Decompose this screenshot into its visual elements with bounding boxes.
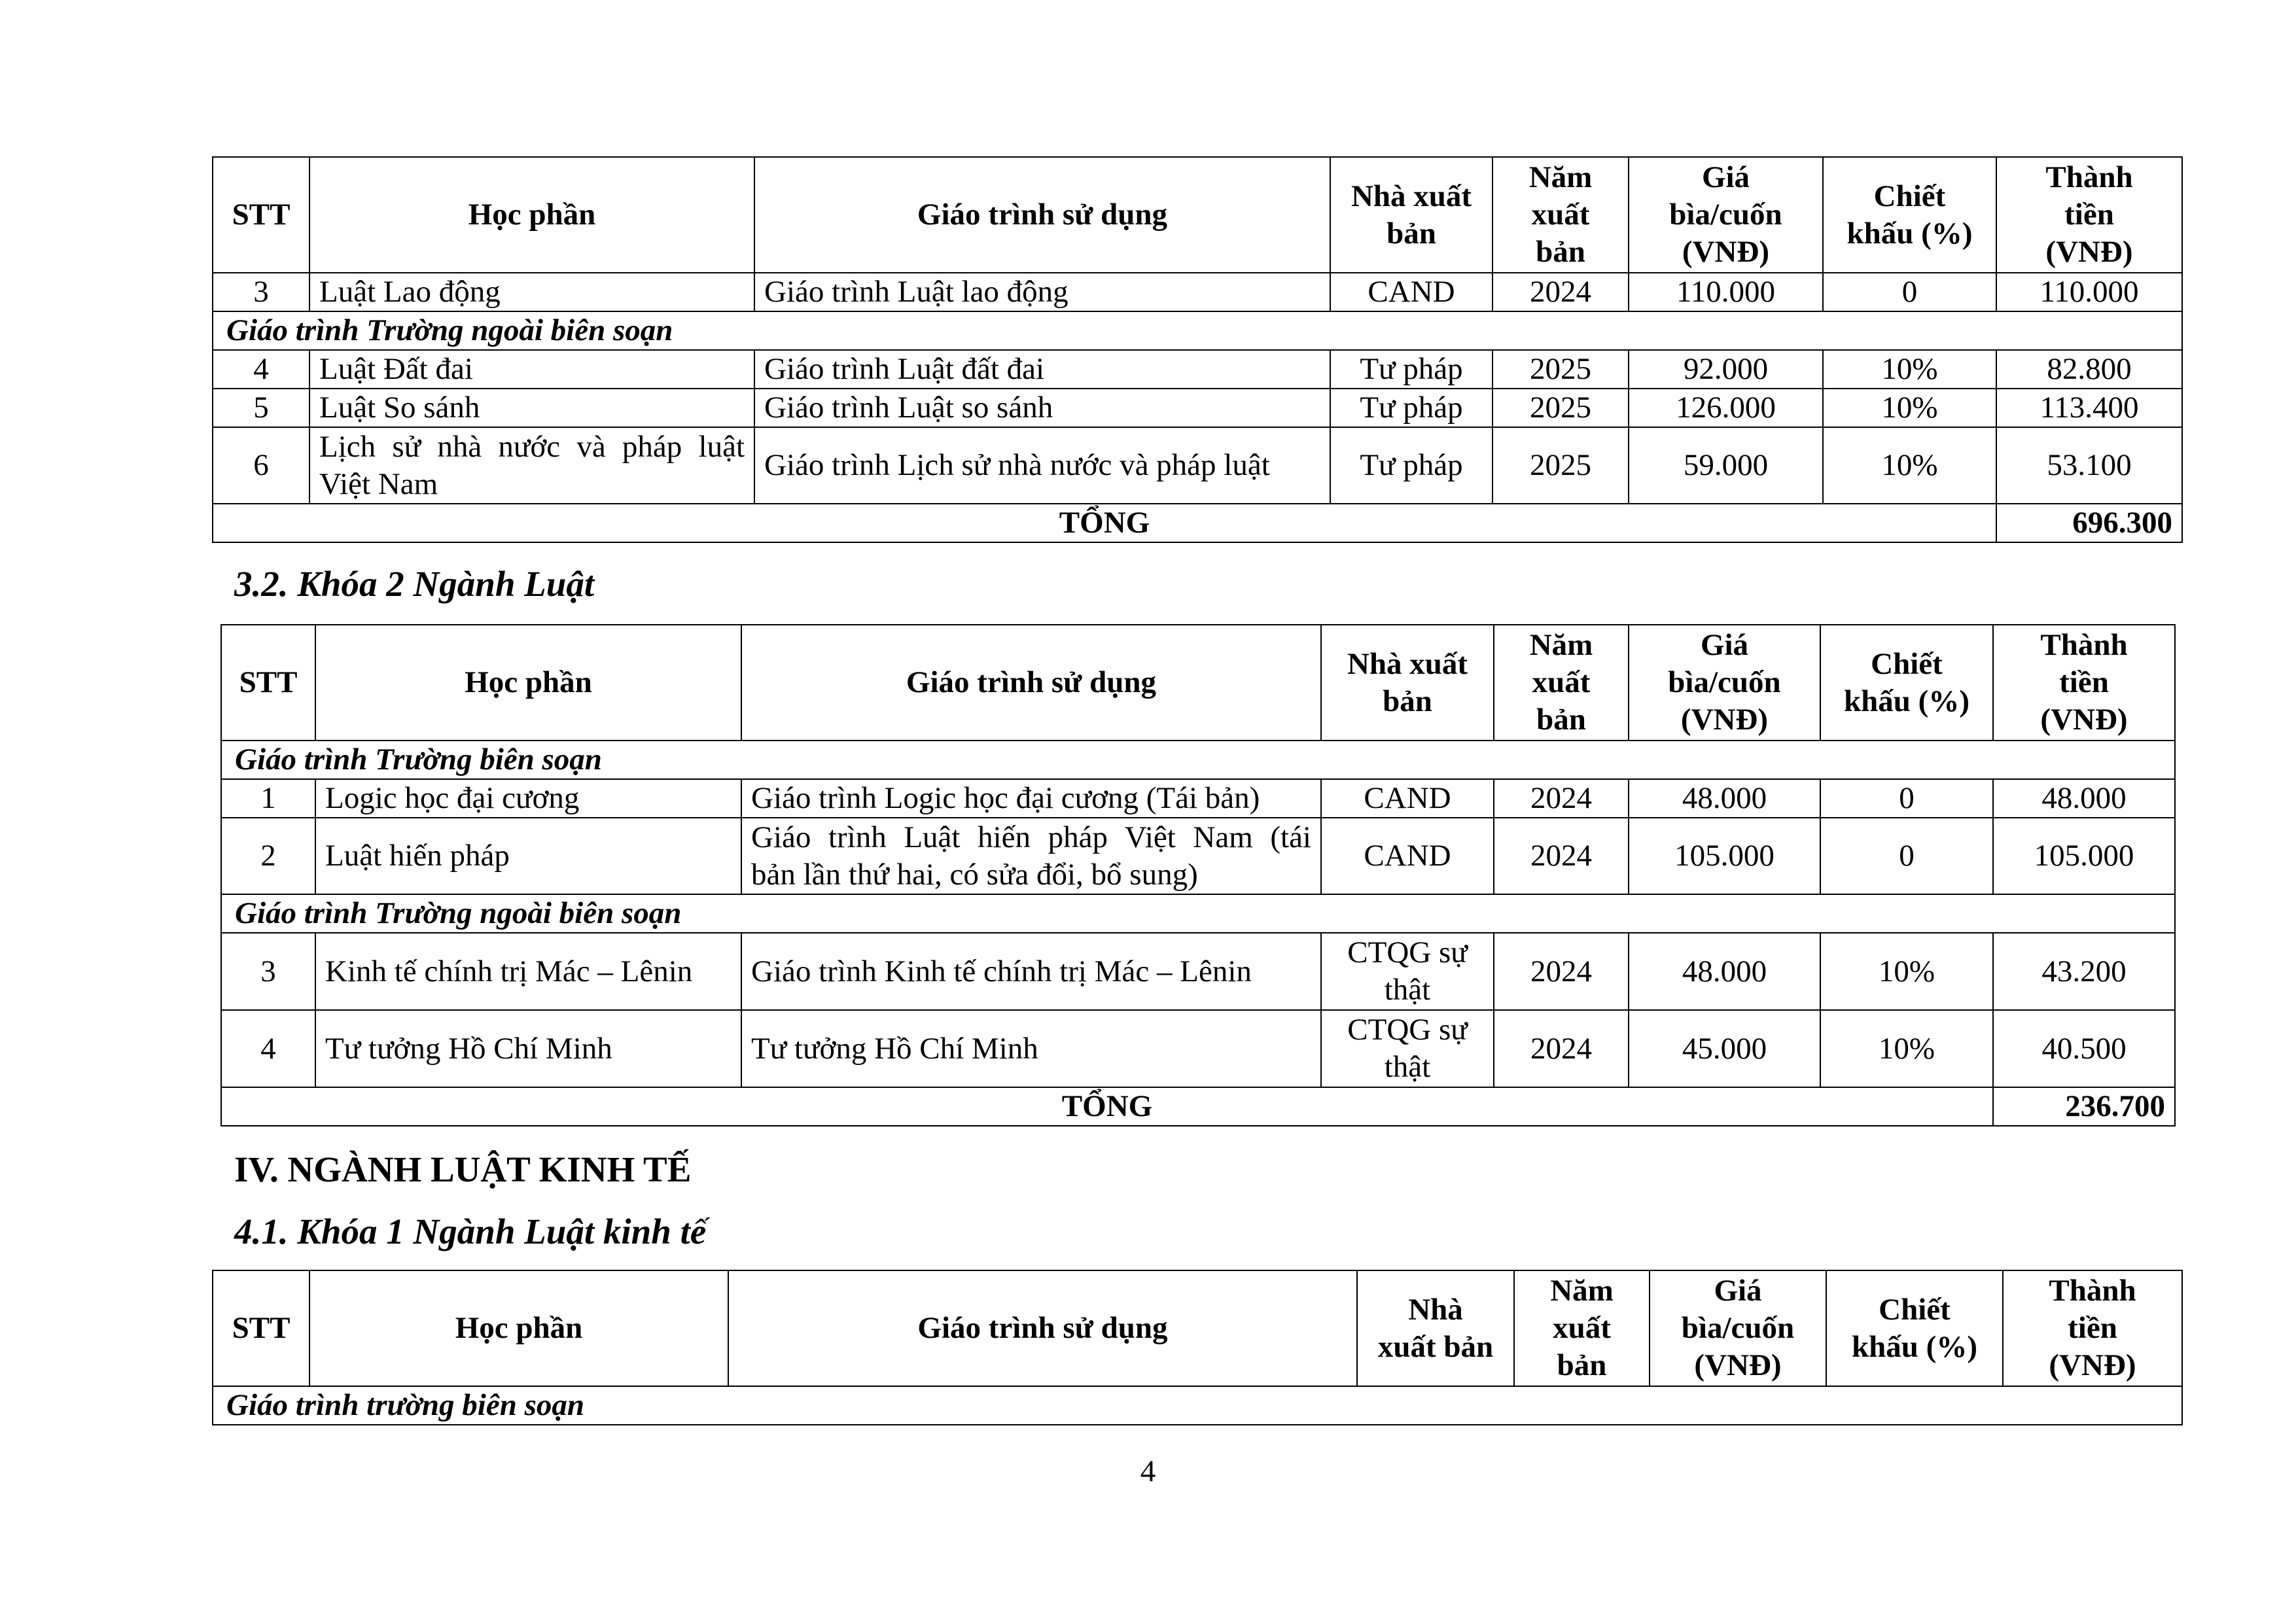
textbook-table-continued [212,156,2183,543]
cell-chiet-khau: 10% [1823,427,1996,504]
table-header-row [213,157,2182,273]
col-header-gia: Giá bìa/cuốn (VNĐ) [1650,1270,1826,1386]
cell-giao-trinh: Giáo trình Lịch sử nhà nước và pháp luật [754,427,1330,504]
cell-thanh-tien: 82.800 [1996,350,2182,389]
total-label: TỔNG [221,1087,1993,1126]
col-header-hoc-phan: Học phần [309,1270,728,1386]
cell-giao-trinh: Giáo trình Luật hiến pháp Việt Nam (tái bản lần thứ hai, có sửa đổi, bổ sung) [741,818,1321,894]
table-row [213,273,2182,311]
textbook-table-khoa-2-luat [221,624,2176,1126]
cell-nxb: Tư pháp [1330,427,1492,504]
group-label: Giáo trình Trường ngoài biên soạn [221,894,2175,933]
col-header-thanh-tien: Thành tiền (VNĐ) [2003,1270,2182,1386]
col-header-nam: Năm xuất bản [1494,625,1629,741]
col-header-giao-trinh: Giáo trình sử dụng [754,157,1330,273]
total-row [213,504,2182,542]
cell-nxb: CAND [1330,273,1492,311]
cell-nam: 2025 [1492,350,1629,389]
cell-thanh-tien: 110.000 [1996,273,2182,311]
cell-stt: 3 [213,273,309,311]
cell-hoc-phan: Luật hiến pháp [315,818,741,894]
table-row [221,779,2175,818]
table-row [221,1010,2175,1087]
cell-nxb: CTQG sự thật [1321,1010,1494,1087]
col-header-thanh-tien: Thành tiền (VNĐ) [1993,625,2175,741]
table-row [221,933,2175,1010]
cell-stt: 4 [221,1010,315,1087]
col-header-stt: STT [213,1270,309,1386]
col-header-chiet-khau: Chiết khấu (%) [1820,625,1993,741]
group-row [213,1386,2182,1425]
cell-hoc-phan: Kinh tế chính trị Mác – Lênin [315,933,741,1010]
cell-chiet-khau: 10% [1823,350,1996,389]
page-number: 4 [1140,1454,1156,1488]
cell-stt: 5 [213,389,309,427]
cell-gia: 105.000 [1629,818,1820,894]
section-heading-4-1: 4.1. Khóa 1 Ngành Luật kinh tế [234,1212,707,1251]
cell-stt: 3 [221,933,315,1010]
cell-stt: 6 [213,427,309,504]
group-label: Giáo trình trường biên soạn [213,1386,2182,1425]
cell-stt: 1 [221,779,315,818]
cell-gia: 48.000 [1629,779,1820,818]
cell-nam: 2024 [1494,779,1629,818]
group-label: Giáo trình Trường biên soạn [221,741,2175,779]
cell-thanh-tien: 53.100 [1996,427,2182,504]
cell-nam: 2025 [1492,389,1629,427]
col-header-nxb: Nhà xuất bản [1357,1270,1514,1386]
col-header-nam: Năm xuất bản [1514,1270,1650,1386]
col-header-gia: Giá bìa/cuốn (VNĐ) [1629,157,1823,273]
total-value: 696.300 [1996,504,2182,542]
cell-thanh-tien: 105.000 [1993,818,2175,894]
cell-nxb: CAND [1321,779,1494,818]
total-row [221,1087,2175,1126]
cell-thanh-tien: 113.400 [1996,389,2182,427]
group-row [221,741,2175,779]
cell-nxb: CTQG sự thật [1321,933,1494,1010]
col-header-nxb: Nhà xuất bản [1330,157,1492,273]
col-header-giao-trinh: Giáo trình sử dụng [728,1270,1357,1386]
cell-gia: 45.000 [1629,1010,1820,1087]
cell-stt: 2 [221,818,315,894]
cell-giao-trinh: Giáo trình Kinh tế chính trị Mác – Lênin [741,933,1321,1010]
cell-gia: 48.000 [1629,933,1820,1010]
cell-chiet-khau: 10% [1820,933,1993,1010]
table-row [221,818,2175,894]
cell-hoc-phan: Luật Lao động [309,273,754,311]
cell-chiet-khau: 10% [1823,389,1996,427]
total-label: TỔNG [213,504,1996,542]
col-header-stt: STT [221,625,315,741]
cell-hoc-phan: Luật Đất đai [309,350,754,389]
cell-nam: 2024 [1492,273,1629,311]
cell-nam: 2024 [1494,933,1629,1010]
cell-thanh-tien: 43.200 [1993,933,2175,1010]
section-heading-3-2: 3.2. Khóa 2 Ngành Luật [234,564,595,604]
col-header-chiet-khau: Chiết khấu (%) [1823,157,1996,273]
section-heading-iv: IV. NGÀNH LUẬT KINH TẾ [234,1149,692,1189]
table-header-row [213,1270,2182,1386]
cell-gia: 92.000 [1629,350,1823,389]
cell-giao-trinh: Giáo trình Luật so sánh [754,389,1330,427]
group-row [213,311,2182,350]
col-header-gia: Giá bìa/cuốn (VNĐ) [1629,625,1820,741]
cell-nxb: Tư pháp [1330,350,1492,389]
cell-hoc-phan: Lịch sử nhà nước và pháp luật Việt Nam [309,427,754,504]
table-header-row [221,625,2175,741]
cell-giao-trinh: Giáo trình Logic học đại cương (Tái bản) [741,779,1321,818]
cell-hoc-phan: Logic học đại cương [315,779,741,818]
textbook-table-khoa-1-luat-kinh-te [212,1270,2183,1425]
cell-gia: 126.000 [1629,389,1823,427]
col-header-stt: STT [213,157,309,273]
cell-chiet-khau: 0 [1820,818,1993,894]
cell-giao-trinh: Giáo trình Luật lao động [754,273,1330,311]
cell-chiet-khau: 0 [1823,273,1996,311]
cell-giao-trinh: Giáo trình Luật đất đai [754,350,1330,389]
col-header-hoc-phan: Học phần [309,157,754,273]
col-header-chiet-khau: Chiết khấu (%) [1826,1270,2003,1386]
col-header-giao-trinh: Giáo trình sử dụng [741,625,1321,741]
col-header-nxb: Nhà xuất bản [1321,625,1494,741]
cell-chiet-khau: 0 [1820,779,1993,818]
col-header-thanh-tien: Thành tiền (VNĐ) [1996,157,2182,273]
cell-hoc-phan: Luật So sánh [309,389,754,427]
table-row [213,350,2182,389]
table-row [213,427,2182,504]
group-label: Giáo trình Trường ngoài biên soạn [213,311,2182,350]
col-header-nam: Năm xuất bản [1492,157,1629,273]
cell-stt: 4 [213,350,309,389]
cell-nxb: CAND [1321,818,1494,894]
cell-nam: 2024 [1494,1010,1629,1087]
cell-gia: 59.000 [1629,427,1823,504]
cell-nam: 2025 [1492,427,1629,504]
cell-hoc-phan: Tư tưởng Hồ Chí Minh [315,1010,741,1087]
group-row [221,894,2175,933]
col-header-hoc-phan: Học phần [315,625,741,741]
cell-thanh-tien: 40.500 [1993,1010,2175,1087]
cell-nam: 2024 [1494,818,1629,894]
total-value: 236.700 [1993,1087,2175,1126]
cell-thanh-tien: 48.000 [1993,779,2175,818]
cell-nxb: Tư pháp [1330,389,1492,427]
table-row [213,389,2182,427]
cell-chiet-khau: 10% [1820,1010,1993,1087]
cell-gia: 110.000 [1629,273,1823,311]
cell-giao-trinh: Tư tưởng Hồ Chí Minh [741,1010,1321,1087]
